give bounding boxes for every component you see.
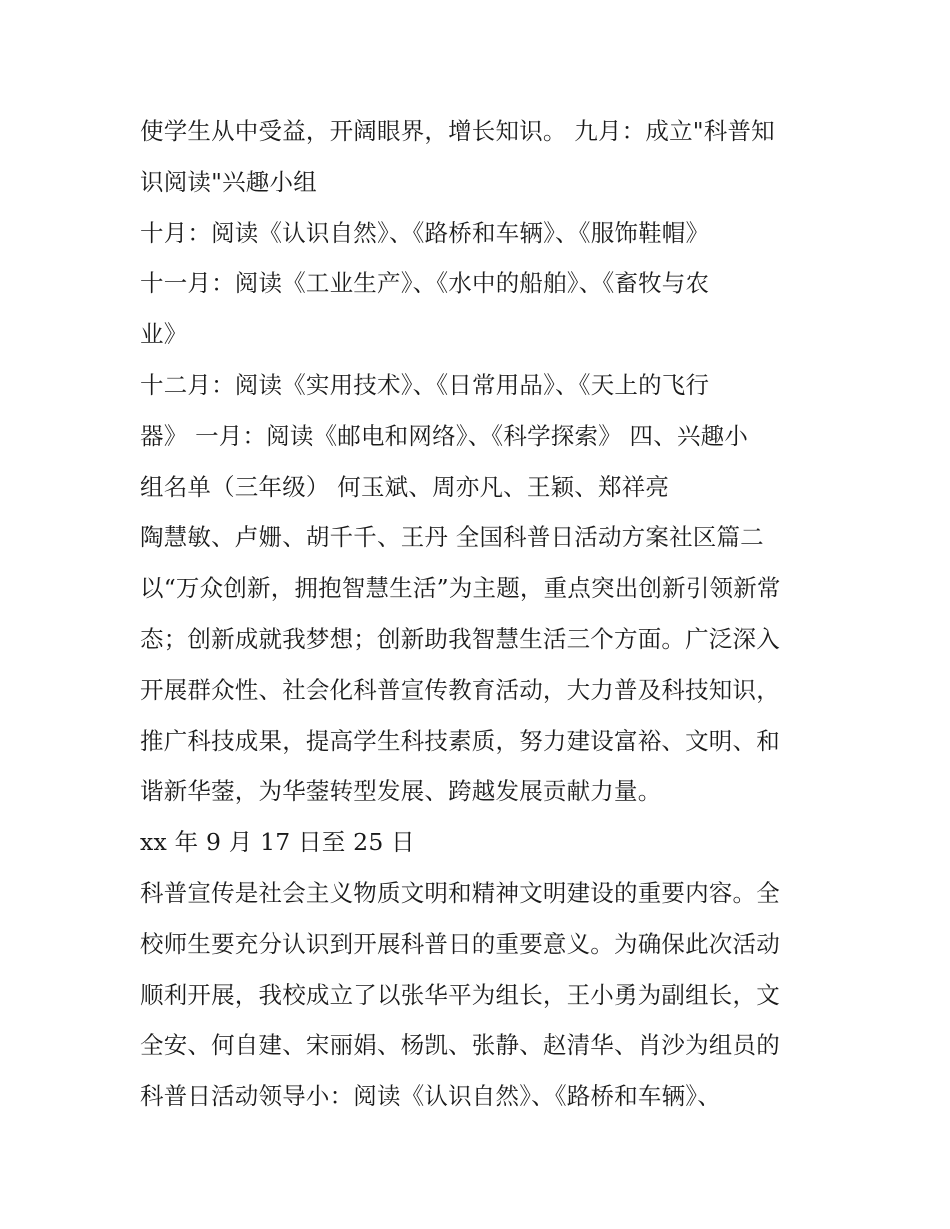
text-line: 以“万众创新，拥抱智慧生活”为主题，重点突出创新引领新常 (140, 574, 781, 603)
text-line: 使学生从中受益，开阔眼界，增长知识。 九月：成立"科普知 (140, 117, 775, 145)
text-line: 谐新华蓥，为华蓥转型发展、跨越发展贡献力量。 (140, 777, 662, 806)
text-line: 十二月：阅读《实用技术》、《日常用品》、《天上的飞行 (140, 370, 710, 399)
date-line: xx 年 9 月 17 日至 25 日 (140, 828, 415, 857)
text-line: 校师生要充分认识到开展科普日的重要意义。为确保此次活动 (140, 929, 780, 958)
text-line: 器》 一月：阅读《邮电和网络》、《科学探索》 四、兴趣小 (140, 421, 749, 450)
text-line: 科普日活动领导小：阅读《认识自然》、《路桥和车辆》、 (140, 1082, 721, 1111)
text-line: 十月：阅读《认识自然》、《路桥和车辆》、《服饰鞋帽》 (140, 218, 710, 247)
text-line: 开展群众性、社会化科普宣传教育活动，大力普及科技知识， (140, 675, 780, 704)
document-body (140, 106, 820, 1122)
text-line: 识阅读"兴趣小组 (140, 167, 317, 196)
text-line: 十一月：阅读《工业生产》、《水中的船舶》、《畜牧与农 (140, 269, 710, 298)
text-line: 科普宣传是社会主义物质文明和精神文明建设的重要内容。全 (140, 878, 780, 907)
text-line: 组名单（三年级） 何玉斌、周亦凡、王颖、郑祥亮 (140, 472, 670, 501)
text-line: 陶慧敏、卢姗、胡千千、王丹 全国科普日活动方案社区篇二 (140, 523, 764, 552)
text-line: 推广科技成果，提高学生科技素质，努力建设富裕、文明、和 (140, 726, 780, 755)
text-line: 顺利开展，我校成立了以张华平为组长，王小勇为副组长，文 (140, 980, 780, 1009)
text-line: 业》 (140, 320, 188, 349)
text-line: 全安、何自建、宋丽娟、杨凯、张静、赵清华、肖沙为组员的 (140, 1031, 780, 1060)
text-line: 态；创新成就我梦想；创新助我智慧生活三个方面。广泛深入 (140, 624, 780, 653)
